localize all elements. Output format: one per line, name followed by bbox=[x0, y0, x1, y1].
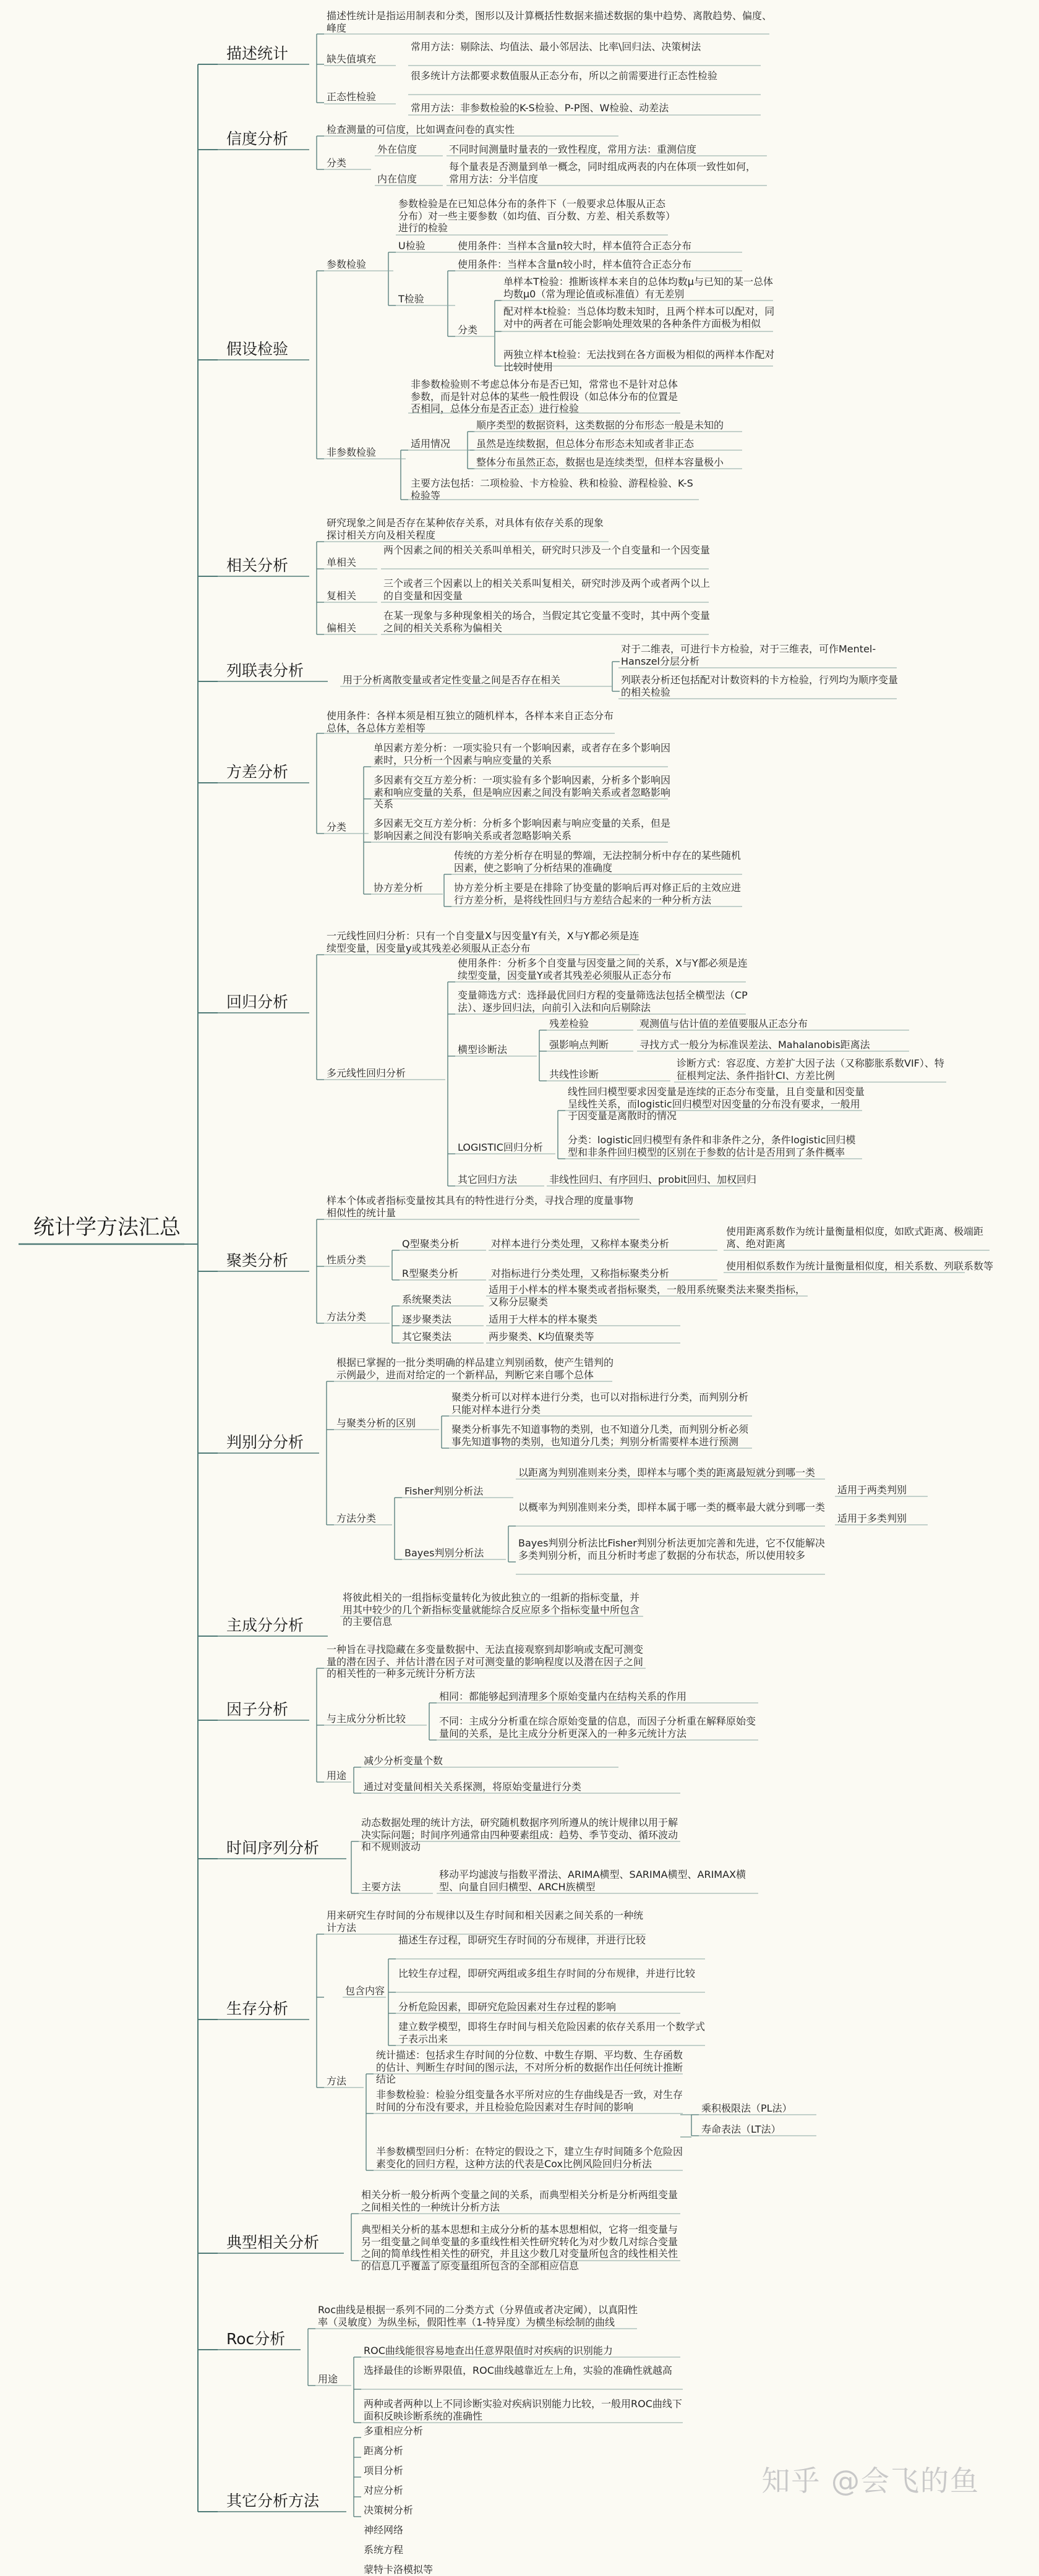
var-a: 单因素方差分析：一项实验只有一个影响因素，或者存在多个影响因素时，只分析一个因素与响应变量的关系 bbox=[374, 742, 671, 766]
var-intro: 使用条件：各样本须是相互独立的随机样本，各样本来自正态分布总体，各总体方差相等 bbox=[327, 710, 614, 734]
branch-reliability-analysis: 信度分析 bbox=[226, 130, 289, 148]
branch-correlation-analysis: 相关分析 bbox=[226, 557, 289, 574]
clus-r-type: R型聚类分析 bbox=[402, 1268, 459, 1279]
reg-selection: 变量筛选方式：选择最优回归方程的变量筛选法包括全横型法（CP法）、逐步回归法，向前引入法和向后剔除法 bbox=[458, 989, 748, 1013]
var-b: 多因素有交互方差分析：一项实验有多个影响因素，分析多个影响因素和响应变量的关系，但是响应因素之间没有影响关系或者忽略影响关系 bbox=[374, 774, 671, 810]
corr-multiple: 复相关 bbox=[327, 590, 357, 602]
hyp-applicable: 适用情况 bbox=[411, 438, 451, 450]
hyp-applicable-c: 整体分布虽然正态，数据也是连续类型，但样本容量极小 bbox=[476, 456, 724, 468]
clus-intro: 样本个体或者指标变量按其具有的特性进行分类，寻找合理的度量事物相似性的统计量 bbox=[327, 1195, 634, 1219]
var-covariance: 协方差分析 bbox=[374, 882, 424, 893]
var-cov-a: 传统的方差分析存在明显的弊端，无法控制分析中存在的某些随机因素，使之影响了分析结果的准确度 bbox=[454, 850, 742, 874]
hyp-t-test-condition: 使用条件：当样本含量n较小时，样本值符合正态分布 bbox=[458, 258, 692, 270]
cc-a: 相关分析一般分析两个变量之间的关系，而典型相关分析是分析两组变量之间相关性的一种统计分析方法 bbox=[361, 2189, 678, 2213]
clus-q-note: 使用距离系数作为统计量衡量相似度，如欧式距离、极端距离、绝对距离 bbox=[726, 1226, 984, 1250]
fac-compare-b: 不同：主成分分析重在综合原始变量的信息，而因子分析重在解释原始变量间的关系，是比主成分分析更深入的一种多元统计方法 bbox=[439, 1715, 756, 1739]
disc-difference: 与聚类分析的区别 bbox=[336, 1417, 416, 1429]
branch-contingency-table: 列联表分析 bbox=[226, 662, 304, 680]
reg-other-text: 非线性回归、有序回归、probit回归、加权回归 bbox=[549, 1174, 757, 1185]
hyp-t-test-c: 两独立样本t检验：无法找到在各方面极为相似的两样本作配对比较时使用 bbox=[503, 349, 775, 373]
branch-other-methods: 其它分析方法 bbox=[226, 2492, 320, 2510]
hyp-t-test: T检验 bbox=[398, 293, 424, 305]
other-method-item: 距离分析 bbox=[364, 2445, 404, 2457]
other-method-item: 决策树分析 bbox=[364, 2504, 414, 2516]
fac-usage: 用途 bbox=[327, 1770, 347, 1781]
corr-intro: 研究现象之间是否存在某种依存关系，对具体有依存关系的现象探讨相关方向及相关程度 bbox=[327, 517, 604, 541]
clus-stepwise: 逐步聚类法 bbox=[402, 1313, 452, 1325]
reg-logistic-a: 线性回归模型要求因变量是连续的正态分布变量，且自变量和因变量呈线性关系，而logistic回归模型对因变量的分布没有要求，一般用于因变量是离散时的情况 bbox=[568, 1086, 865, 1122]
branch-factor-analysis: 因子分析 bbox=[226, 1700, 289, 1718]
other-method-item: 蒙特卡洛模拟等 bbox=[364, 2564, 434, 2575]
hyp-parametric-text: 参数检验是在已知总体分布的条件下（一般要求总体服从正态分布）对一些主要参数（如均值、百分数、方差、相关系数等）进行的检验 bbox=[398, 198, 671, 234]
cross-intro: 用于分析离散变量或者定性变量之间是否存在相关 bbox=[343, 674, 561, 686]
hyp-u-test-text: 使用条件：当样本含量n较大时，样本值符合正态分布 bbox=[458, 240, 692, 252]
clus-system-text: 适用于小样本的样本聚类或者指标聚类，一般用系统聚类法来聚类指标，又称分层聚类 bbox=[489, 1284, 806, 1308]
surv-m3: 半参数横型回归分析：在特定的假设之下，建立生存时间随多个危险因素变化的回归方程，这种方法的代表是Cox比例风险回归分析法 bbox=[376, 2146, 683, 2170]
clus-other: 其它聚类法 bbox=[402, 1331, 452, 1342]
fac-compare: 与主成分分析比较 bbox=[327, 1713, 406, 1725]
reg-influence-text: 寻找方式一般分为标准误差法、Mahalanobis距离法 bbox=[639, 1039, 870, 1051]
disc-bayes: Bayes判别分析法 bbox=[404, 1547, 484, 1559]
other-method-item: 系统方程 bbox=[364, 2544, 404, 2556]
clus-q-text: 对样本进行分类处理，又称样本聚类分析 bbox=[491, 1238, 670, 1250]
ts-methods: 移动平均滤波与指数平滑法、ARIMA横型、SARIMA横型、ARIMAX横型、向量自回归横型、ARCH族横型 bbox=[439, 1869, 746, 1893]
disc-intro: 根据已掌握的一批分类明确的样品建立判别函数，使产生错判的示例最少，进而对给定的一个新样品，判断它来自哪个总体 bbox=[336, 1357, 614, 1381]
surv-lt-method: 寿命表法（LT法） bbox=[701, 2123, 781, 2135]
corr-multiple-text: 三个或者三个因素以上的相关关系叫复相关，研究时涉及两个或者两个以上的自变量和因变量 bbox=[383, 578, 711, 602]
root-title: 统计学方法汇总 bbox=[33, 1215, 181, 1240]
corr-single-text: 两个因素之间的相关关系叫单相关，研究时只涉及一个自变量和一个因变量 bbox=[383, 544, 711, 556]
desc-normal-text2: 常用方法：非参数检验的K-S检验、P-P图、W检验、动差法 bbox=[411, 102, 669, 114]
surv-c2: 比较生存过程，即研究两组或多组生存时间的分布规律，并进行比较 bbox=[398, 1968, 696, 1979]
desc-normal-text1: 很多统计方法都要求数值服从正态分布，所以之前需要进行正态性检验 bbox=[411, 70, 718, 82]
reliab-external: 外在信度 bbox=[377, 143, 417, 155]
surv-pl-method: 乘积极限法（PL法） bbox=[701, 2102, 792, 2114]
var-c: 多因素无交互方差分析：分析多个影响因素与响应变量的关系，但是影响因素之间没有影响关系或者忽略影响关系 bbox=[374, 817, 671, 842]
reliab-internal-text: 每个量表是否测量到单一概念，同时组成两表的内在体项一致性如何，常用方法：分半信度 bbox=[449, 161, 756, 185]
branch-hypothesis-testing: 假设检验 bbox=[226, 340, 289, 358]
hyp-t-test-a: 单样本T检验：推断该样本来自的总体均数μ与已知的某一总体均数μ0（常为理论值或标准值）有无差别 bbox=[503, 276, 773, 300]
hyp-np-methods: 主要方法包括：二项检验、卡方检验、秩和检验、游程检验、K-S检验等 bbox=[411, 477, 693, 501]
surv-methods: 方法 bbox=[327, 2075, 347, 2087]
surv-m1: 统计描述：包括求生存时间的分位数、中数生存期、平均数、生存函数的估计、判断生存时间的图示法，不对所分析的数据作出任何统计推断结论 bbox=[376, 2049, 683, 2085]
ts-intro: 动态数据处理的统计方法，研究随机数据序列所遵从的统计规律以用于解决实际问题；时间序列通常由四种要素组成：趋势、季节变动、循环波动和不规则波动 bbox=[361, 1817, 678, 1853]
cross-b: 列联表分析还包括配对计数资料的卡方检验，行列均为顺序变量的相关检验 bbox=[621, 674, 899, 698]
other-method-item: 多重相应分析 bbox=[364, 2425, 424, 2437]
disc-fisher: Fisher判别分析法 bbox=[404, 1485, 484, 1497]
fac-compare-a: 相同：都能够起到清理多个原始变量内在结构关系的作用 bbox=[439, 1691, 687, 1702]
reg-simple: 一元线性回归分析：只有一个自变量X与因变量Y有关，X与Y都必须是连续型变量，因变量y或其残差必须服从正态分布 bbox=[327, 930, 639, 954]
pca-intro: 将彼此相关的一组指标变量转化为彼此独立的一组新的指标变量，并用其中较少的几个新指标变量就能综合反应原多个指标变量中所包含的主要信息 bbox=[343, 1592, 640, 1627]
surv-intro: 用来研究生存时间的分布规律以及生存时间和相关因素之间关系的一种统计方法 bbox=[327, 1909, 644, 1934]
desc-missing-text: 常用方法：剔除法、均值法、最小邻居法、比率\回归法、决策树法 bbox=[411, 41, 701, 53]
hyp-parametric: 参数检验 bbox=[327, 258, 367, 270]
disc-bayes-a: 以概率为判别准则来分类，即样本属于哪一类的概率最大就分到哪一类 bbox=[518, 1501, 826, 1513]
branch-time-series: 时间序列分析 bbox=[226, 1839, 320, 1857]
roc-u1: ROC曲线能很容易地查出任意界限值时对疾病的识别能力 bbox=[364, 2345, 613, 2356]
var-classification: 分类 bbox=[327, 821, 347, 833]
hyp-u-test: U检验 bbox=[398, 240, 425, 252]
clus-method: 方法分类 bbox=[327, 1311, 367, 1323]
branch-roc-analysis: Roc分析 bbox=[226, 2330, 286, 2348]
surv-c4: 建立数学模型，即将生存时间与相关危险因素的依存关系用一个数学式子表示出来 bbox=[398, 2021, 706, 2045]
disc-difference-b: 聚类分析事先不知道事物的类别，也不知道分几类，而判别分析必须事先知道事物的类别，也知道分几类；判别分析需要样本进行预测 bbox=[451, 1423, 749, 1448]
hyp-nonparametric: 非参数检验 bbox=[327, 446, 377, 458]
disc-bayes-note: 适用于多类判别 bbox=[837, 1512, 907, 1524]
reg-influence: 强影响点判断 bbox=[549, 1039, 609, 1051]
branch-regression-analysis: 回归分析 bbox=[226, 993, 289, 1011]
surv-c1: 描述生存过程，即研究生存时间的分布规律，并进行比较 bbox=[398, 1934, 646, 1946]
fac-usage-b: 通过对变量间相关关系探测，将原始变量进行分类 bbox=[364, 1781, 582, 1793]
reliab-intro: 检查测量的可信度，比如调查问卷的真实性 bbox=[327, 124, 515, 135]
surv-c3: 分析危险因素，即研究危险因素对生存过程的影响 bbox=[398, 2001, 617, 2013]
other-method-item: 神经网络 bbox=[364, 2524, 404, 2536]
hyp-applicable-a: 顺序类型的数据资料，这类数据的分布形态一般是未知的 bbox=[476, 419, 724, 431]
fac-usage-a: 减少分析变量个数 bbox=[364, 1755, 443, 1767]
disc-bayes-b: Bayes判别分析法比Fisher判别分析法更加完善和先进，它不仅能解决多类判别分析，而且分析时考虑了数据的分布状态，所以使用较多 bbox=[518, 1537, 825, 1561]
reg-residual-text: 观测值与估计值的差值要服从正态分布 bbox=[639, 1018, 808, 1030]
corr-partial-text: 在某一现象与多种现象相关的场合，当假定其它变量不变时，其中两个变量之间的相关关系称为偏相关 bbox=[383, 610, 711, 634]
corr-partial: 偏相关 bbox=[327, 622, 357, 634]
branch-principal-component: 主成分分析 bbox=[226, 1616, 304, 1634]
corr-single: 单相关 bbox=[327, 557, 357, 568]
branch-descriptive-statistics: 描述统计 bbox=[226, 45, 289, 62]
desc-intro: 描述性统计是指运用制表和分类，图形以及计算概括性数据来描述数据的集中趋势、离散趋势、偏度、峰度 bbox=[327, 10, 772, 34]
surv-contents: 包含内容 bbox=[345, 1985, 385, 1997]
hyp-nonparametric-text: 非参数检验则不考虑总体分布是否已知，常常也不是针对总体参数，而是针对总体的某些一般性假设（如总体分布的位置是否相同，总体分布是否正态）进行检验 bbox=[411, 378, 678, 414]
reg-multiple: 多元线性回归分析 bbox=[327, 1067, 406, 1079]
clus-r-note: 使用相似系数作为统计量衡量相似度，相关系数、列联系数等 bbox=[726, 1260, 994, 1272]
ts-main-methods: 主要方法 bbox=[361, 1881, 401, 1893]
branch-discriminant-analysis: 判别分分析 bbox=[226, 1433, 304, 1451]
branch-canonical-correlation: 典型相关分析 bbox=[226, 2233, 320, 2251]
roc-intro: Roc曲线是根据一系列不同的二分类方式（分界值或者决定阈），以真阳性率（灵敏度）为纵坐标，假阳性率（1-特异度）为横坐标绘制的曲线 bbox=[318, 2304, 638, 2328]
reliab-external-text: 不同时间测量时量表的一致性程度，常用方法：重测信度 bbox=[449, 143, 697, 155]
fac-intro: 一种旨在寻找隐藏在多变量数据中、无法直接观察到却影响或支配可测变量的潜在因子、并估计潜在因子对可测变量的影响程度以及潜在因子之间的相关性的一种多元统计分析方法 bbox=[327, 1644, 644, 1679]
var-cov-b: 协方差分析主要是在排除了协变量的影响后再对修正后的主效应进行方差分析，是将线性回归与方差结合起来的一种分析方法 bbox=[454, 882, 742, 906]
desc-missing: 缺失值填充 bbox=[327, 53, 377, 65]
other-method-item: 项目分析 bbox=[364, 2465, 404, 2476]
reg-logistic: LOGISTIC回归分析 bbox=[458, 1141, 543, 1153]
cc-b: 典型相关分析的基本思想和主成分分析的基本思想相似，它将一组变量与另一组变量之间单变量的多重线性相关性研究转化为对少数几对综合变量之间的简单线性相关性的研究，并且这少数几对变量所包含的线性相关性的信息几乎覆盖了原变量组所包含的全部相应信息 bbox=[361, 2224, 678, 2272]
surv-m2: 非参数检验：检验分组变量各水平所对应的生存曲线是否一致，对生存时间的分布没有要求，并且检验危险因素对生存时间的影响 bbox=[376, 2089, 683, 2113]
hyp-t-test-classification: 分类 bbox=[458, 324, 478, 336]
reg-condition: 使用条件：分析多个自变量与因变量之间的关系，X与Y都必须是连续型变量，因变量Y或者其残差必须服从正态分布 bbox=[458, 957, 748, 981]
cross-a: 对于二维表，可进行卡方检验，对于三维表，可作Mentel-Hanszel分层分析 bbox=[621, 643, 876, 667]
watermark: 知乎 @会飞的鱼 bbox=[761, 2464, 980, 2497]
clus-r-text: 对指标进行分类处理，又称指标聚类分析 bbox=[491, 1268, 670, 1279]
roc-u2: 选择最佳的诊断界限值，ROC曲线越靠近左上角，实验的准确性就越高 bbox=[364, 2365, 672, 2376]
hyp-t-test-b: 配对样本t检验：当总体均数未知时，且两个样本可以配对，同对中的两者在可能会影响处理效果的各种条件方面极为相似 bbox=[503, 305, 775, 330]
disc-methods: 方法分类 bbox=[336, 1512, 377, 1524]
reliab-classification: 分类 bbox=[327, 157, 347, 169]
hyp-applicable-b: 虽然是连续数据，但总体分布形态未知或者非正态 bbox=[476, 438, 695, 450]
clus-q-type: Q型聚类分析 bbox=[402, 1238, 460, 1250]
roc-usage: 用途 bbox=[318, 2373, 338, 2385]
clus-stepwise-text: 适用于大样本的样本聚类 bbox=[489, 1313, 598, 1325]
reg-collinearity-text: 诊断方式：容忍度、方差扩大因子法（又称膨胀系数VIF）、特征根判定法、条件指针CI、方差比例 bbox=[677, 1057, 944, 1081]
disc-fisher-note: 适用于两类判别 bbox=[837, 1484, 907, 1496]
reg-logistic-b: 分类：logistic回归模型有条件和非条件之分，条件logistic回归模型和非条件回归模型的区别在于参数的估计是否用到了条件概率 bbox=[568, 1134, 856, 1158]
reg-diagnosis: 横型诊断法 bbox=[458, 1044, 508, 1056]
clus-nature: 性质分类 bbox=[327, 1254, 367, 1266]
branch-cluster-analysis: 聚类分析 bbox=[226, 1252, 289, 1269]
clus-other-text: 两步聚类、K均值聚类等 bbox=[489, 1331, 594, 1342]
reg-residual: 残差检验 bbox=[549, 1018, 589, 1030]
reliab-internal: 内在信度 bbox=[377, 173, 417, 185]
branch-variance-analysis: 方差分析 bbox=[226, 763, 289, 781]
roc-u3: 两种或者两种以上不同诊断实验对疾病识别能力比较，一般用ROC曲线下面积反映诊断系统的准确性 bbox=[364, 2398, 682, 2422]
disc-fisher-text: 以距离为判别准则来分类，即样本与哪个类的距离最短就分到哪一类 bbox=[518, 1467, 816, 1478]
clus-system: 系统聚类法 bbox=[402, 1294, 452, 1305]
reg-other: 其它回归方法 bbox=[458, 1174, 518, 1185]
desc-normal: 正态性检验 bbox=[327, 91, 377, 103]
reg-collinearity: 共线性诊断 bbox=[549, 1068, 599, 1080]
disc-difference-a: 聚类分析可以对样本进行分类，也可以对指标进行分类，而判别分析只能对样本进行分类 bbox=[451, 1391, 749, 1415]
other-method-item: 对应分析 bbox=[364, 2484, 404, 2496]
branch-survival-analysis: 生存分析 bbox=[226, 2000, 289, 2018]
